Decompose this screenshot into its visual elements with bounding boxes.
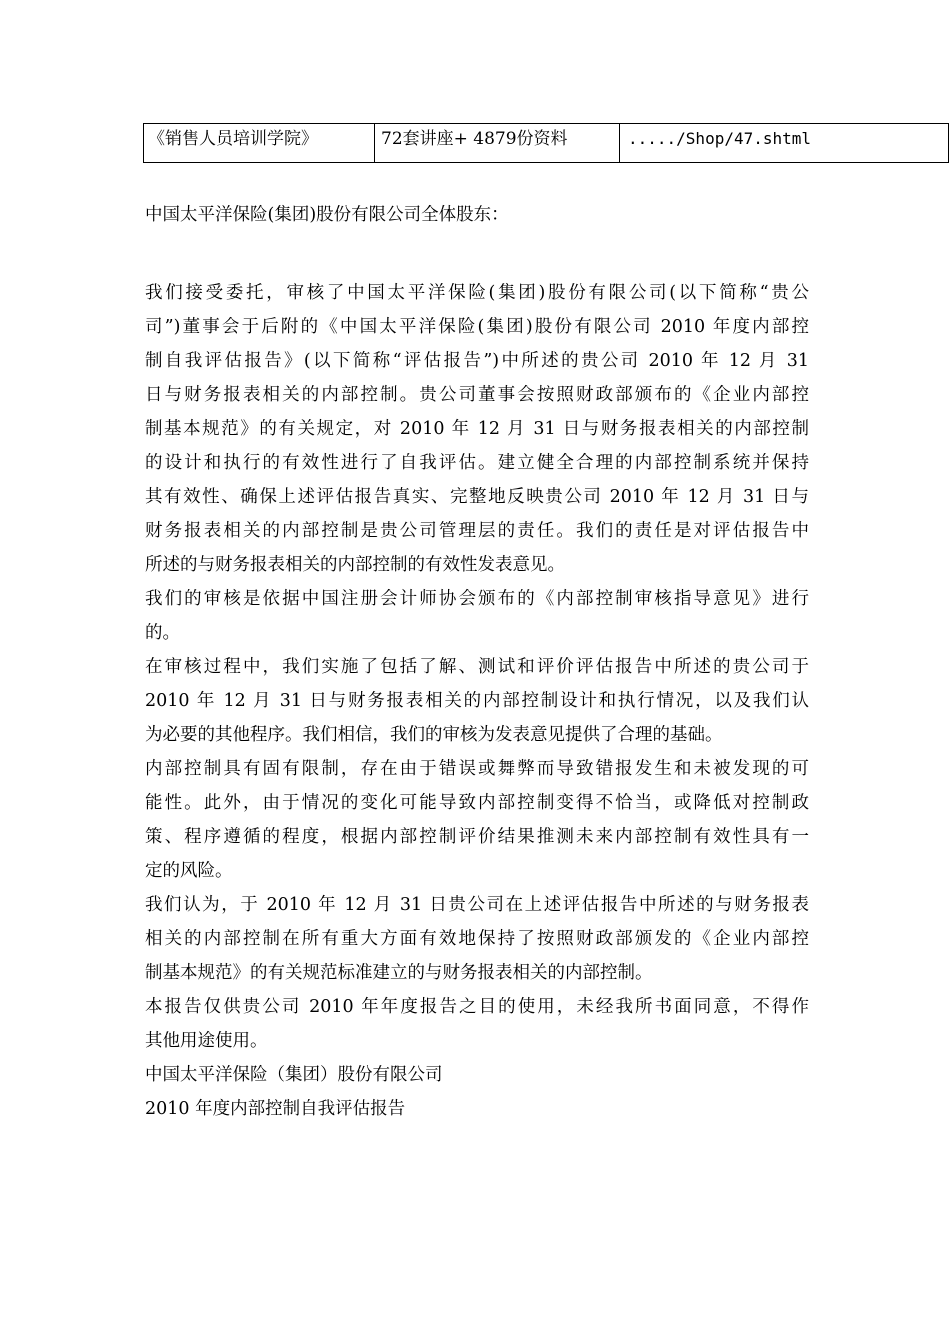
text-line: 策、程序遵循的程度，根据内部控制评价结果推测未来内部控制有效性具有一 bbox=[145, 827, 809, 847]
text-line: 相关的内部控制在所有重大方面有效地保持了按照财政部颁发的《企业内部控 bbox=[145, 929, 809, 949]
table-cell-link: ...../Shop/47.shtml bbox=[620, 124, 949, 163]
text-line: 制基本规范》的有关规范标准建立的与财务报表相关的内部控制。 bbox=[145, 963, 653, 983]
text-line: 在审核过程中，我们实施了包括了解、测试和评价评估报告中所述的贵公司于 bbox=[145, 657, 809, 677]
text-line: 制基本规范》的有关规定，对 2010 年 12 月 31 日与财务报表相关的内部控制 bbox=[145, 419, 809, 439]
text-line: 其他用途使用。 bbox=[145, 1031, 268, 1051]
text-line: 的。 bbox=[145, 623, 180, 643]
text-line: 中国太平洋保险（集团）股份有限公司 bbox=[145, 1065, 443, 1085]
salutation: 中国太平洋保险(集团)股份有限公司全体股东： bbox=[145, 205, 509, 225]
text-line: 所述的与财务报表相关的内部控制的有效性发表意见。 bbox=[145, 555, 565, 575]
text-line: 定的风险。 bbox=[145, 861, 233, 881]
text-line: 本报告仅供贵公司 2010 年年度报告之目的使用，未经我所书面同意，不得作 bbox=[145, 997, 809, 1017]
text-line: 能性。此外，由于情况的变化可能导致内部控制变得不恰当，或降低对控制政 bbox=[145, 793, 809, 813]
table-row bbox=[144, 124, 949, 163]
text-line: 司”)董事会于后附的《中国太平洋保险(集团)股份有限公司 2010 年度内部控 bbox=[145, 317, 809, 337]
table-cell-content: 72套讲座+ 4879份资料 bbox=[375, 124, 620, 163]
text-line: 2010 年 12 月 31 日与财务报表相关的内部控制设计和执行情况，以及我们认 bbox=[145, 691, 809, 711]
text-line: 内部控制具有固有限制，存在由于错误或舞弊而导致错报发生和未被发现的可 bbox=[145, 759, 809, 779]
reference-table bbox=[143, 123, 949, 163]
text-line: 的设计和执行的有效性进行了自我评估。建立健全合理的内部控制系统并保持 bbox=[145, 453, 809, 473]
text-line: 日与财务报表相关的内部控制。贵公司董事会按照财政部颁布的《企业内部控 bbox=[145, 385, 809, 405]
text-line: 其有效性、确保上述评估报告真实、完整地反映贵公司 2010 年 12 月 31 日与 bbox=[145, 487, 809, 507]
text-line: 我们的审核是依据中国注册会计师协会颁布的《内部控制审核指导意见》进行 bbox=[145, 589, 809, 609]
text-line: 我们接受委托，审核了中国太平洋保险(集团)股份有限公司(以下简称“贵公 bbox=[145, 283, 809, 303]
text-line: 2010 年度内部控制自我评估报告 bbox=[145, 1099, 406, 1119]
text-line: 为必要的其他程序。我们相信，我们的审核为发表意见提供了合理的基础。 bbox=[145, 725, 723, 745]
table-cell-course: 《销售人员培训学院》 bbox=[144, 124, 375, 163]
text-line: 我们认为，于 2010 年 12 月 31 日贵公司在上述评估报告中所述的与财务报表 bbox=[145, 895, 809, 915]
text-line: 制自我评估报告》(以下简称“评估报告”)中所述的贵公司 2010 年 12 月 31 bbox=[145, 351, 809, 371]
text-line: 财务报表相关的内部控制是贵公司管理层的责任。我们的责任是对评估报告中 bbox=[145, 521, 809, 541]
